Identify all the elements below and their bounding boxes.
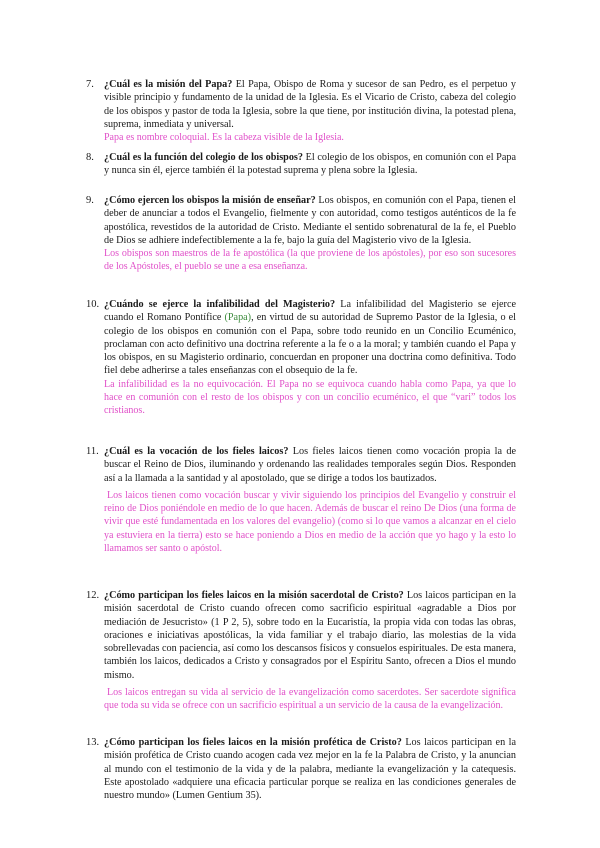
item-question: ¿Cómo participan los fieles laicos en la misión profética de Cristo? (104, 737, 402, 748)
item-paragraph (104, 445, 516, 485)
item-answer: Los laicos participan en la misión profética de Cristo cuando acogen cada vez mejor en la fe la Palabra de Cristo, y la anuncian al mundo con el testimonio de la vida y de la palabra, mediante la evangelización y la catequesis. Este apostolado «adquiere una eficacia particular porque se realiza en las condiciones generales de nuestro mundo» (Lumen Gentium 35). (104, 737, 516, 802)
item-note: Papa es nombre coloquial. Es la cabeza visible de la Iglesia. (104, 132, 344, 144)
item-number: 13. (86, 737, 100, 748)
item-answer-continued: , en virtud de su autoridad de Supremo Pastor de la Iglesia, o el colegio de los obispos en comunión con el Papa, sobre todo reunido en un Concilio Ecuménico, proclaman con acto definitivo una doctrina referente a la fe o a la moral; y también cuando el Papa y los obispos, en su Magisterio ordinario, concuerdan en proponer una doctrina como definitiva. Todo fiel debe adherirse a tales enseñanzas con el obsequio de la fe. (104, 312, 516, 377)
item-answer: Los obispos, en comunión con el Papa, tienen el deber de anunciar a todos el Evangelio, fielmente y con autoridad, como testigos auténticos de la fe apostólica, revestidos de la autoridad de Cristo. Mediante el sentido sobrenatural de la fe, el Pueblo de Dios se adhiere indefectiblemente a la fe, bajo la guía del Magisterio vivo de la Iglesia. (104, 195, 516, 246)
item-paragraph (104, 151, 516, 178)
item-answer: Los fieles laicos tienen como vocación propia la de buscar el Reino de Dios, iluminando y ordenando las realidades temporales según Dios. Responden así a la llamada a la santidad y al apostolado, que se dirige a todos los bautizados. (104, 446, 516, 484)
item-paragraph (104, 589, 516, 682)
item-number: 8. (86, 152, 94, 163)
item-paragraph (104, 298, 516, 378)
item-note: Los obispos son maestros de la fe apostólica (la que proviene de los apóstoles), por eso son sucesores de los Apóstoles, el pueblo se une a esa enseñanza. (104, 248, 516, 273)
item-question: ¿Cuál es la vocación de los fieles laicos? (104, 446, 289, 457)
item-paragraph (104, 194, 516, 247)
list-item (86, 736, 516, 802)
item-question: ¿Cuándo se ejerce la infalibilidad del Magisterio? (104, 299, 336, 310)
item-answer-highlight: (Papa) (224, 312, 252, 324)
list-item (86, 298, 516, 418)
item-question: ¿Cuál es la misión del Papa? (104, 79, 233, 90)
item-number: 9. (86, 195, 94, 206)
item-answer: El colegio de los obispos, en comunión con el Papa y nunca sin él, ejerce también él la potestad suprema y plena sobre la Iglesia. (104, 152, 516, 177)
item-note: Los laicos tienen como vocación buscar y vivir siguiendo los principios del Evangelio y construir el reino de Dios poniéndole en medio de lo que hacen. Además de buscar el reino De Dios (una forma de vivir que esté fundamentada en los valores del evangelio) (como si lo que vamos a alcanzar en el cielo ya estuviera en la tierra) esto se hace poniendo a Dios en medio de la acción que yo hago y la esto lo llamamos ser santo o apóstol. (104, 489, 516, 555)
item-question: ¿Cuál es la función del colegio de los obispos? (104, 152, 303, 163)
list-item (86, 445, 516, 555)
list-item (86, 589, 516, 713)
list-item (86, 194, 516, 274)
item-note: Los laicos entregan su vida al servicio de la evangelización como sacerdotes. Ser sacerdote significa que toda su vida se ofrece con un sacrificio espiritual a un servicio de la causa de la evangelización. (104, 687, 516, 712)
item-number: 11. (86, 446, 99, 457)
item-note: La infalibilidad es la no equivocación. El Papa no se equivoca cuando habla como Papa, ya que lo hace en comunión con el resto de los obispos y con un concilio ecuménico, el que “vari” todos los cristianos. (104, 378, 516, 417)
item-question: ¿Cómo ejercen los obispos la misión de enseñar? (104, 195, 316, 206)
list-item (86, 151, 516, 178)
item-question: ¿Cómo participan los fieles laicos en la misión sacerdotal de Cristo? (104, 590, 404, 601)
item-answer: Los laicos participan en la misión sacerdotal de Cristo cuando ofrecen como sacrificio espiritual «agradable a Dios por mediación de Jesucristo» (1 P 2, 5), sobre todo en la Eucaristía, la propia vida con todas las obras, oraciones e iniciativas apostólicas, la vida familiar y el trabajo diario, las molestias de la vida sobrellevadas con paciencia, así como los descansos físicos y consuelos espirituales. De esta manera, también los laicos, dedicados a Cristo y consagrados por el Espíritu Santo, ofrecen a Dios el mundo mismo. (104, 590, 516, 681)
item-paragraph (104, 78, 516, 131)
list-item (86, 78, 516, 144)
item-paragraph (104, 736, 516, 802)
item-number: 10. (86, 299, 100, 310)
item-number: 12. (86, 590, 100, 601)
item-answer: El Papa, Obispo de Roma y sucesor de san Pedro, es el perpetuo y visible principio y fundamento de la unidad de la Iglesia. Es el Vicario de Cristo, cabeza del colegio de los obispos y pastor de toda la Iglesia, sobre la que tiene, por institución divina, la potestad plena, suprema, inmediata y universal. (104, 79, 516, 130)
item-answer: La infalibilidad del Magisterio se ejerce cuando el Romano Pontífice (104, 299, 516, 324)
item-number: 7. (86, 79, 94, 90)
